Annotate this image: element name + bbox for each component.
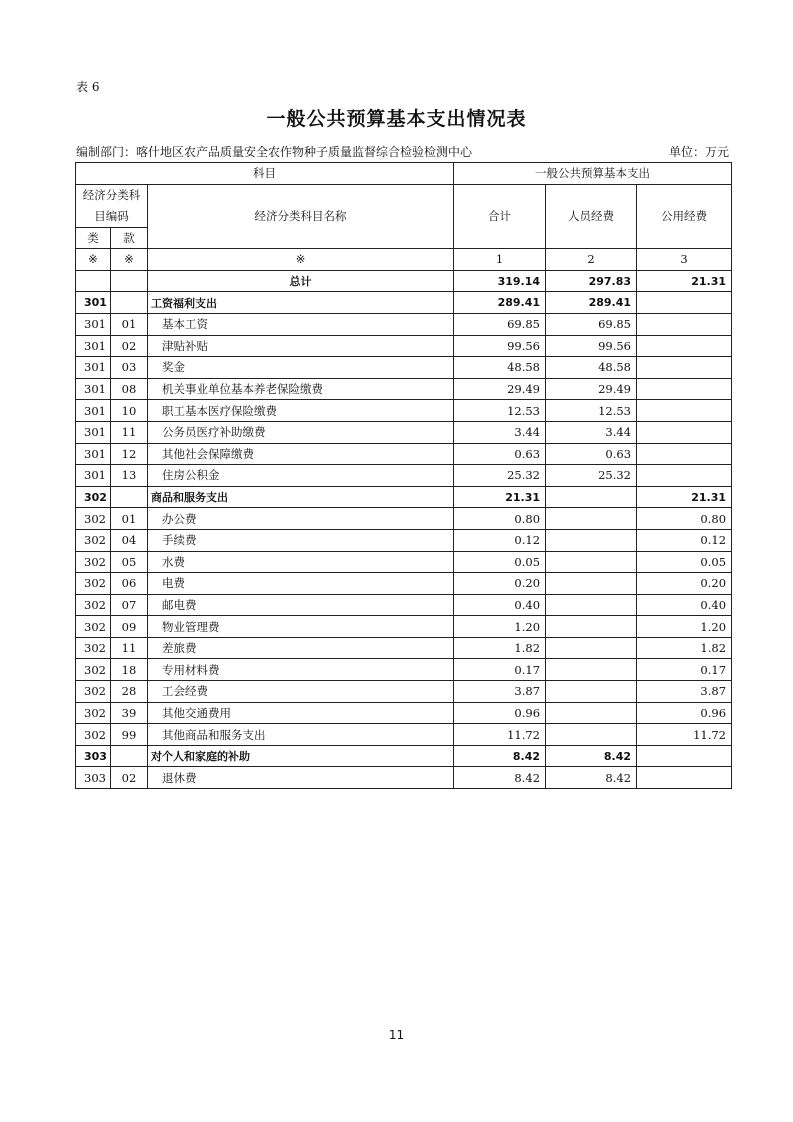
cell-total: 21.31 — [454, 486, 546, 508]
header-code-group: 经济分类科目编码 — [76, 184, 148, 227]
cell-name: 商品和服务支出 — [148, 486, 454, 508]
cell-cls: 301 — [76, 313, 111, 335]
cell-name: 水费 — [148, 551, 454, 573]
cell-item: 08 — [111, 378, 148, 400]
cell-item — [111, 292, 148, 314]
table-row — [76, 637, 732, 659]
cell-public: 0.80 — [637, 508, 732, 530]
cell-cls: 301 — [76, 465, 111, 487]
cell-total: 8.42 — [454, 767, 546, 789]
cell-public: 0.20 — [637, 573, 732, 595]
cell-item: 28 — [111, 681, 148, 703]
cell-name: 差旅费 — [148, 637, 454, 659]
cell-personnel: 69.85 — [546, 313, 637, 335]
cell-name: 津贴补贴 — [148, 335, 454, 357]
cell-personnel: 12.53 — [546, 400, 637, 422]
cell-personnel — [546, 659, 637, 681]
cell-total: 25.32 — [454, 465, 546, 487]
table-row — [76, 724, 732, 746]
grand-total-item — [111, 270, 148, 292]
table-row — [76, 745, 732, 767]
cell-name: 基本工资 — [148, 313, 454, 335]
cell-name: 奖金 — [148, 357, 454, 379]
cell-cls: 301 — [76, 443, 111, 465]
header-item: 款 — [111, 227, 148, 249]
table-number: 表 6 — [76, 80, 100, 94]
cell-item: 12 — [111, 443, 148, 465]
table-row — [76, 400, 732, 422]
grand-total-label: 总计 — [148, 270, 454, 292]
table-row — [76, 767, 732, 789]
cell-total: 0.20 — [454, 573, 546, 595]
cell-name: 机关事业单位基本养老保险缴费 — [148, 378, 454, 400]
cell-total: 0.63 — [454, 443, 546, 465]
cell-item: 13 — [111, 465, 148, 487]
cell-personnel — [546, 508, 637, 530]
page-number: 11 — [388, 1028, 405, 1042]
cell-total: 99.56 — [454, 335, 546, 357]
cell-item: 01 — [111, 508, 148, 530]
cell-cls: 302 — [76, 659, 111, 681]
cell-name: 物业管理费 — [148, 616, 454, 638]
cell-item: 03 — [111, 357, 148, 379]
cell-personnel: 48.58 — [546, 357, 637, 379]
cell-item — [111, 745, 148, 767]
cell-personnel — [546, 681, 637, 703]
header-total: 合计 — [454, 184, 546, 249]
cell-name: 手续费 — [148, 529, 454, 551]
table-row — [76, 508, 732, 530]
cell-public: 0.05 — [637, 551, 732, 573]
cell-total: 0.12 — [454, 529, 546, 551]
cell-cls: 301 — [76, 292, 111, 314]
table-row — [76, 357, 732, 379]
cell-public: 1.20 — [637, 616, 732, 638]
table-row — [76, 443, 732, 465]
cell-personnel — [546, 724, 637, 746]
cell-total: 0.05 — [454, 551, 546, 573]
cell-item: 39 — [111, 702, 148, 724]
mark-item: ※ — [111, 249, 148, 271]
cell-total: 0.96 — [454, 702, 546, 724]
cell-personnel: 99.56 — [546, 335, 637, 357]
cell-total: 29.49 — [454, 378, 546, 400]
table-row — [76, 529, 732, 551]
cell-item — [111, 486, 148, 508]
cell-total: 8.42 — [454, 745, 546, 767]
mark-class: ※ — [76, 249, 111, 271]
cell-public: 3.87 — [637, 681, 732, 703]
cell-cls: 302 — [76, 637, 111, 659]
cell-personnel — [546, 486, 637, 508]
cell-item: 10 — [111, 400, 148, 422]
cell-personnel — [546, 637, 637, 659]
cell-total: 12.53 — [454, 400, 546, 422]
cell-personnel: 0.63 — [546, 443, 637, 465]
cell-item: 05 — [111, 551, 148, 573]
cell-public — [637, 745, 732, 767]
cell-total: 0.80 — [454, 508, 546, 530]
cell-cls: 303 — [76, 767, 111, 789]
cell-public — [637, 421, 732, 443]
cell-cls: 302 — [76, 594, 111, 616]
cell-item: 99 — [111, 724, 148, 746]
cell-personnel: 29.49 — [546, 378, 637, 400]
grand-total-row — [76, 270, 732, 292]
cell-cls: 302 — [76, 486, 111, 508]
cell-cls: 302 — [76, 551, 111, 573]
table-row — [76, 616, 732, 638]
cell-item: 11 — [111, 421, 148, 443]
header-subject: 科目 — [76, 163, 454, 185]
table-row — [76, 421, 732, 443]
cell-public — [637, 443, 732, 465]
cell-item: 02 — [111, 767, 148, 789]
header-public: 公用经费 — [637, 184, 732, 249]
cell-name: 住房公积金 — [148, 465, 454, 487]
table-row — [76, 486, 732, 508]
cell-personnel — [546, 573, 637, 595]
cell-cls: 302 — [76, 616, 111, 638]
cell-public: 0.12 — [637, 529, 732, 551]
mark-name: ※ — [148, 249, 454, 271]
cell-cls: 302 — [76, 529, 111, 551]
cell-cls: 302 — [76, 702, 111, 724]
table-row — [76, 594, 732, 616]
col-number-2: 2 — [546, 249, 637, 271]
header-personnel: 人员经费 — [546, 184, 637, 249]
header-class: 类 — [76, 227, 111, 249]
cell-item: 04 — [111, 529, 148, 551]
cell-name: 工会经费 — [148, 681, 454, 703]
cell-personnel — [546, 594, 637, 616]
cell-name: 办公费 — [148, 508, 454, 530]
col-number-3: 3 — [637, 249, 732, 271]
cell-item: 06 — [111, 573, 148, 595]
cell-public — [637, 292, 732, 314]
cell-name: 公务员医疗补助缴费 — [148, 421, 454, 443]
header-row-2 — [76, 184, 732, 227]
cell-name: 其他交通费用 — [148, 702, 454, 724]
cell-cls: 301 — [76, 378, 111, 400]
cell-name: 对个人和家庭的补助 — [148, 745, 454, 767]
cell-name: 退休费 — [148, 767, 454, 789]
table-row — [76, 465, 732, 487]
cell-personnel — [546, 702, 637, 724]
cell-public — [637, 767, 732, 789]
cell-total: 0.17 — [454, 659, 546, 681]
cell-total: 3.44 — [454, 421, 546, 443]
cell-personnel: 3.44 — [546, 421, 637, 443]
cell-personnel: 289.41 — [546, 292, 637, 314]
cell-total: 1.82 — [454, 637, 546, 659]
cell-name: 其他商品和服务支出 — [148, 724, 454, 746]
cell-name: 电费 — [148, 573, 454, 595]
cell-name: 职工基本医疗保险缴费 — [148, 400, 454, 422]
cell-cls: 303 — [76, 745, 111, 767]
table-row — [76, 292, 732, 314]
cell-personnel: 25.32 — [546, 465, 637, 487]
grand-total-personnel: 297.83 — [546, 270, 637, 292]
cell-name: 其他社会保障缴费 — [148, 443, 454, 465]
cell-cls: 301 — [76, 357, 111, 379]
col-number-1: 1 — [454, 249, 546, 271]
header-budget: 一般公共预算基本支出 — [454, 163, 732, 185]
table-row — [76, 573, 732, 595]
cell-total: 0.40 — [454, 594, 546, 616]
cell-name: 工资福利支出 — [148, 292, 454, 314]
cell-personnel: 8.42 — [546, 767, 637, 789]
budget-table — [75, 162, 732, 789]
cell-cls: 302 — [76, 681, 111, 703]
cell-public: 0.96 — [637, 702, 732, 724]
cell-total: 69.85 — [454, 313, 546, 335]
cell-item: 11 — [111, 637, 148, 659]
cell-total: 1.20 — [454, 616, 546, 638]
cell-item: 09 — [111, 616, 148, 638]
cell-public — [637, 313, 732, 335]
header-row-4 — [76, 249, 732, 271]
cell-public: 0.40 — [637, 594, 732, 616]
cell-cls: 302 — [76, 508, 111, 530]
grand-total-class — [76, 270, 111, 292]
cell-public: 0.17 — [637, 659, 732, 681]
cell-cls: 302 — [76, 573, 111, 595]
cell-public — [637, 335, 732, 357]
table-row — [76, 378, 732, 400]
cell-public — [637, 465, 732, 487]
department-label: 编制部门：喀什地区农产品质量安全农作物种子质量监督综合检验检测中心 — [76, 145, 473, 159]
cell-personnel — [546, 551, 637, 573]
table-row — [76, 313, 732, 335]
page-title: 一般公共预算基本支出情况表 — [266, 108, 527, 130]
cell-cls: 301 — [76, 400, 111, 422]
cell-public — [637, 378, 732, 400]
cell-total: 11.72 — [454, 724, 546, 746]
cell-cls: 301 — [76, 421, 111, 443]
cell-personnel: 8.42 — [546, 745, 637, 767]
unit-label: 单位：万元 — [668, 145, 729, 159]
table-row — [76, 335, 732, 357]
cell-item: 01 — [111, 313, 148, 335]
cell-item: 02 — [111, 335, 148, 357]
cell-item: 18 — [111, 659, 148, 681]
header-name: 经济分类科目名称 — [148, 184, 454, 249]
cell-public: 21.31 — [637, 486, 732, 508]
header-row-1 — [76, 163, 732, 185]
cell-public: 1.82 — [637, 637, 732, 659]
cell-cls: 302 — [76, 724, 111, 746]
cell-cls: 301 — [76, 335, 111, 357]
table-row — [76, 681, 732, 703]
table-row — [76, 702, 732, 724]
cell-public — [637, 400, 732, 422]
grand-total-public: 21.31 — [637, 270, 732, 292]
cell-public — [637, 357, 732, 379]
cell-total: 3.87 — [454, 681, 546, 703]
cell-personnel — [546, 529, 637, 551]
cell-public: 11.72 — [637, 724, 732, 746]
table-row — [76, 551, 732, 573]
cell-name: 专用材料费 — [148, 659, 454, 681]
cell-total: 289.41 — [454, 292, 546, 314]
cell-item: 07 — [111, 594, 148, 616]
grand-total-total: 319.14 — [454, 270, 546, 292]
cell-personnel — [546, 616, 637, 638]
cell-total: 48.58 — [454, 357, 546, 379]
table-row — [76, 659, 732, 681]
cell-name: 邮电费 — [148, 594, 454, 616]
